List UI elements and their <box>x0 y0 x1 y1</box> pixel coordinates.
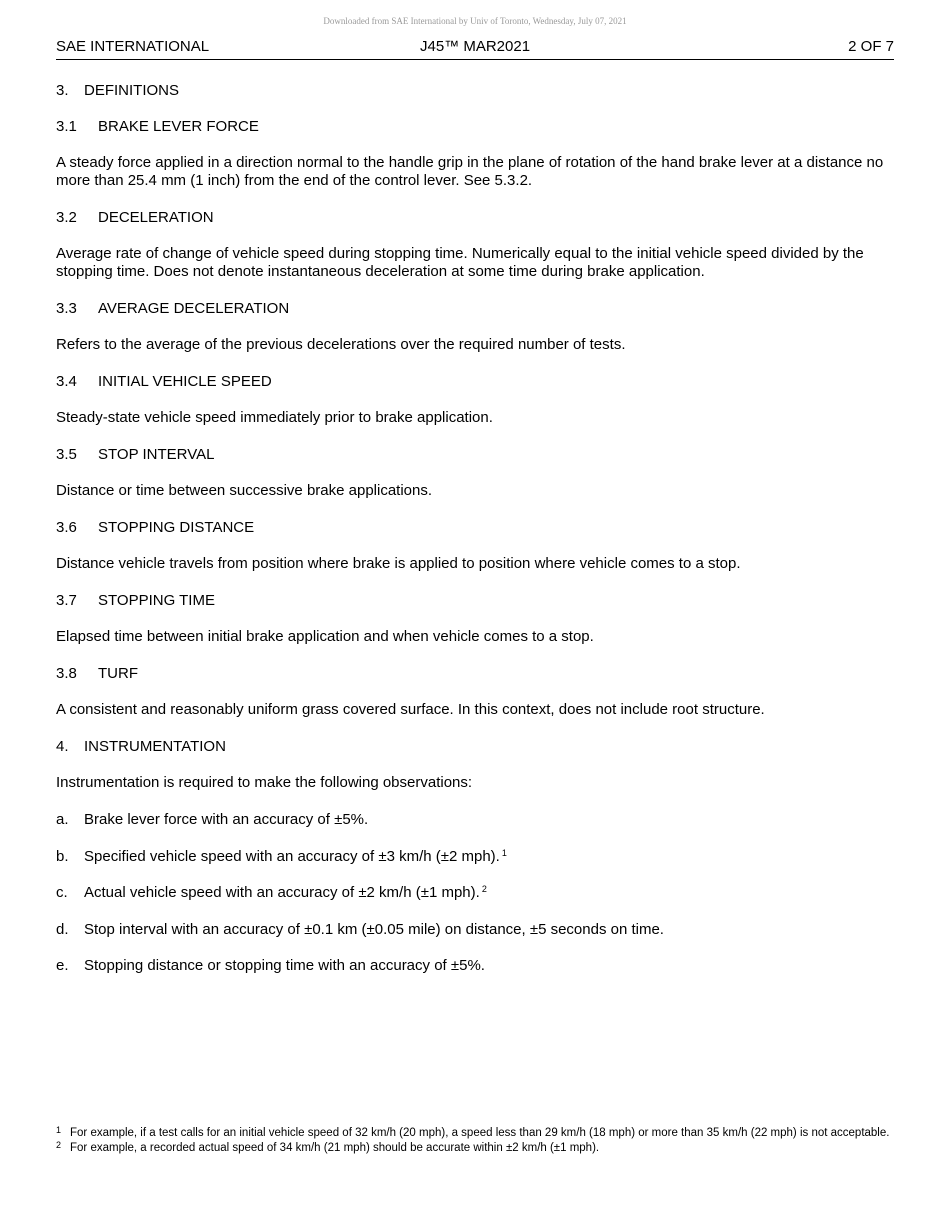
list-item <box>56 884 896 902</box>
footnote-mark: 2 <box>56 1140 62 1150</box>
definition-title: BRAKE LEVER FORCE <box>98 118 259 135</box>
definition-text: Distance or time between successive brake applications. <box>56 482 433 499</box>
definition-heading <box>56 519 896 537</box>
definition-number: 3.6 <box>56 519 77 536</box>
document-number: J45™ MAR2021 <box>420 38 531 55</box>
footnote-reference[interactable]: 2 <box>481 884 487 894</box>
definition-number: 3.1 <box>56 118 77 135</box>
definition-number: 3.4 <box>56 373 77 390</box>
page-header <box>56 38 894 60</box>
section-heading-instrumentation <box>56 738 896 756</box>
definition-text: Distance vehicle travels from position where brake is applied to position where vehicle comes to a stop. <box>56 555 741 572</box>
definition-heading <box>56 373 896 391</box>
list-item-label: d. <box>56 920 69 938</box>
footnote-mark: 1 <box>56 1125 62 1135</box>
definition-title: STOPPING TIME <box>98 592 215 609</box>
section-title: DEFINITIONS <box>84 82 180 99</box>
page-number: 2 OF 7 <box>848 38 894 55</box>
list-item <box>56 957 896 975</box>
definition-heading <box>56 665 896 683</box>
footnote <box>56 1126 896 1141</box>
definition-heading <box>56 209 896 227</box>
footnote-text: For example, a recorded actual speed of 34 km/h (21 mph) should be accurate within ±2 km/h (±1 mph). <box>70 1142 600 1154</box>
definition-number: 3.2 <box>56 209 77 226</box>
definition-title: DECELERATION <box>98 209 214 226</box>
definition-text: Steady-state vehicle speed immediately prior to brake application. <box>56 409 493 426</box>
list-item-text: Stop interval with an accuracy of ±0.1 km (±0.05 mile) on distance, ±5 seconds on time. <box>84 920 664 938</box>
definition-heading <box>56 446 896 464</box>
publisher-name: SAE INTERNATIONAL <box>56 38 210 55</box>
definition-text: Elapsed time between initial brake application and when vehicle comes to a stop. <box>56 628 594 645</box>
definition-text: A steady force applied in a direction normal to the handle grip in the plane of rotation of the hand brake lever at a distance no more than 25.4 mm (1 inch) from the end of the control lever. See 5.3.2. <box>56 154 884 189</box>
definition-title: STOP INTERVAL <box>98 446 215 463</box>
footnote <box>56 1141 896 1156</box>
definition-heading <box>56 118 896 136</box>
definition-title: TURF <box>98 665 138 682</box>
list-item-label: b. <box>56 847 69 865</box>
list-item <box>56 921 896 939</box>
list-item-text: Specified vehicle speed with an accuracy of ±3 km/h (±2 mph). <box>84 847 500 865</box>
list-item <box>56 811 896 829</box>
list-item-label: e. <box>56 957 69 974</box>
definition-title: AVERAGE DECELERATION <box>98 300 290 317</box>
list-item <box>56 848 896 866</box>
definition-heading <box>56 592 896 610</box>
section-heading-definitions <box>56 82 896 100</box>
footnote-text: For example, if a test calls for an initial vehicle speed of 32 km/h (20 mph), a speed less than 29 km/h (18 mph) or more than 35 km/h (22 mph) is not acceptable. <box>70 1127 890 1139</box>
footnote-reference[interactable]: 1 <box>501 847 507 858</box>
definition-title: INITIAL VEHICLE SPEED <box>98 373 272 390</box>
definition-text: A consistent and reasonably uniform grass covered surface. In this context, does not include root structure. <box>56 701 765 718</box>
list-item-label: a. <box>56 811 69 828</box>
definition-title: STOPPING DISTANCE <box>98 519 255 536</box>
definition-text: Refers to the average of the previous decelerations over the required number of tests. <box>56 336 626 353</box>
definition-number: 3.3 <box>56 300 77 317</box>
definition-number: 3.8 <box>56 665 77 682</box>
definition-number: 3.5 <box>56 446 77 463</box>
footnotes <box>56 1126 896 1156</box>
list-item-text: Brake lever force with an accuracy of ±5%. <box>84 811 369 828</box>
list-item-text: Stopping distance or stopping time with an accuracy of ±5%. <box>84 957 485 974</box>
instrumentation-intro: Instrumentation is required to make the following observations: <box>56 774 473 791</box>
document-body <box>56 82 896 994</box>
download-watermark: Downloaded from SAE International by Univ of Toronto, Wednesday, July 07, 2021 <box>323 16 627 26</box>
list-item-text: Actual vehicle speed with an accuracy of ±2 km/h (±1 mph). <box>84 884 480 901</box>
section-number: 4. <box>56 738 69 755</box>
definition-number: 3.7 <box>56 592 77 609</box>
section-number: 3. <box>56 82 69 99</box>
list-item-label: c. <box>56 884 68 901</box>
definition-text: Average rate of change of vehicle speed during stopping time. Numerically equal to the initial vehicle speed divided by the stopping time. Does not denote instantaneous deceleration at some time during brake application. <box>56 245 864 280</box>
section-title: INSTRUMENTATION <box>84 738 226 755</box>
definition-heading <box>56 300 896 318</box>
